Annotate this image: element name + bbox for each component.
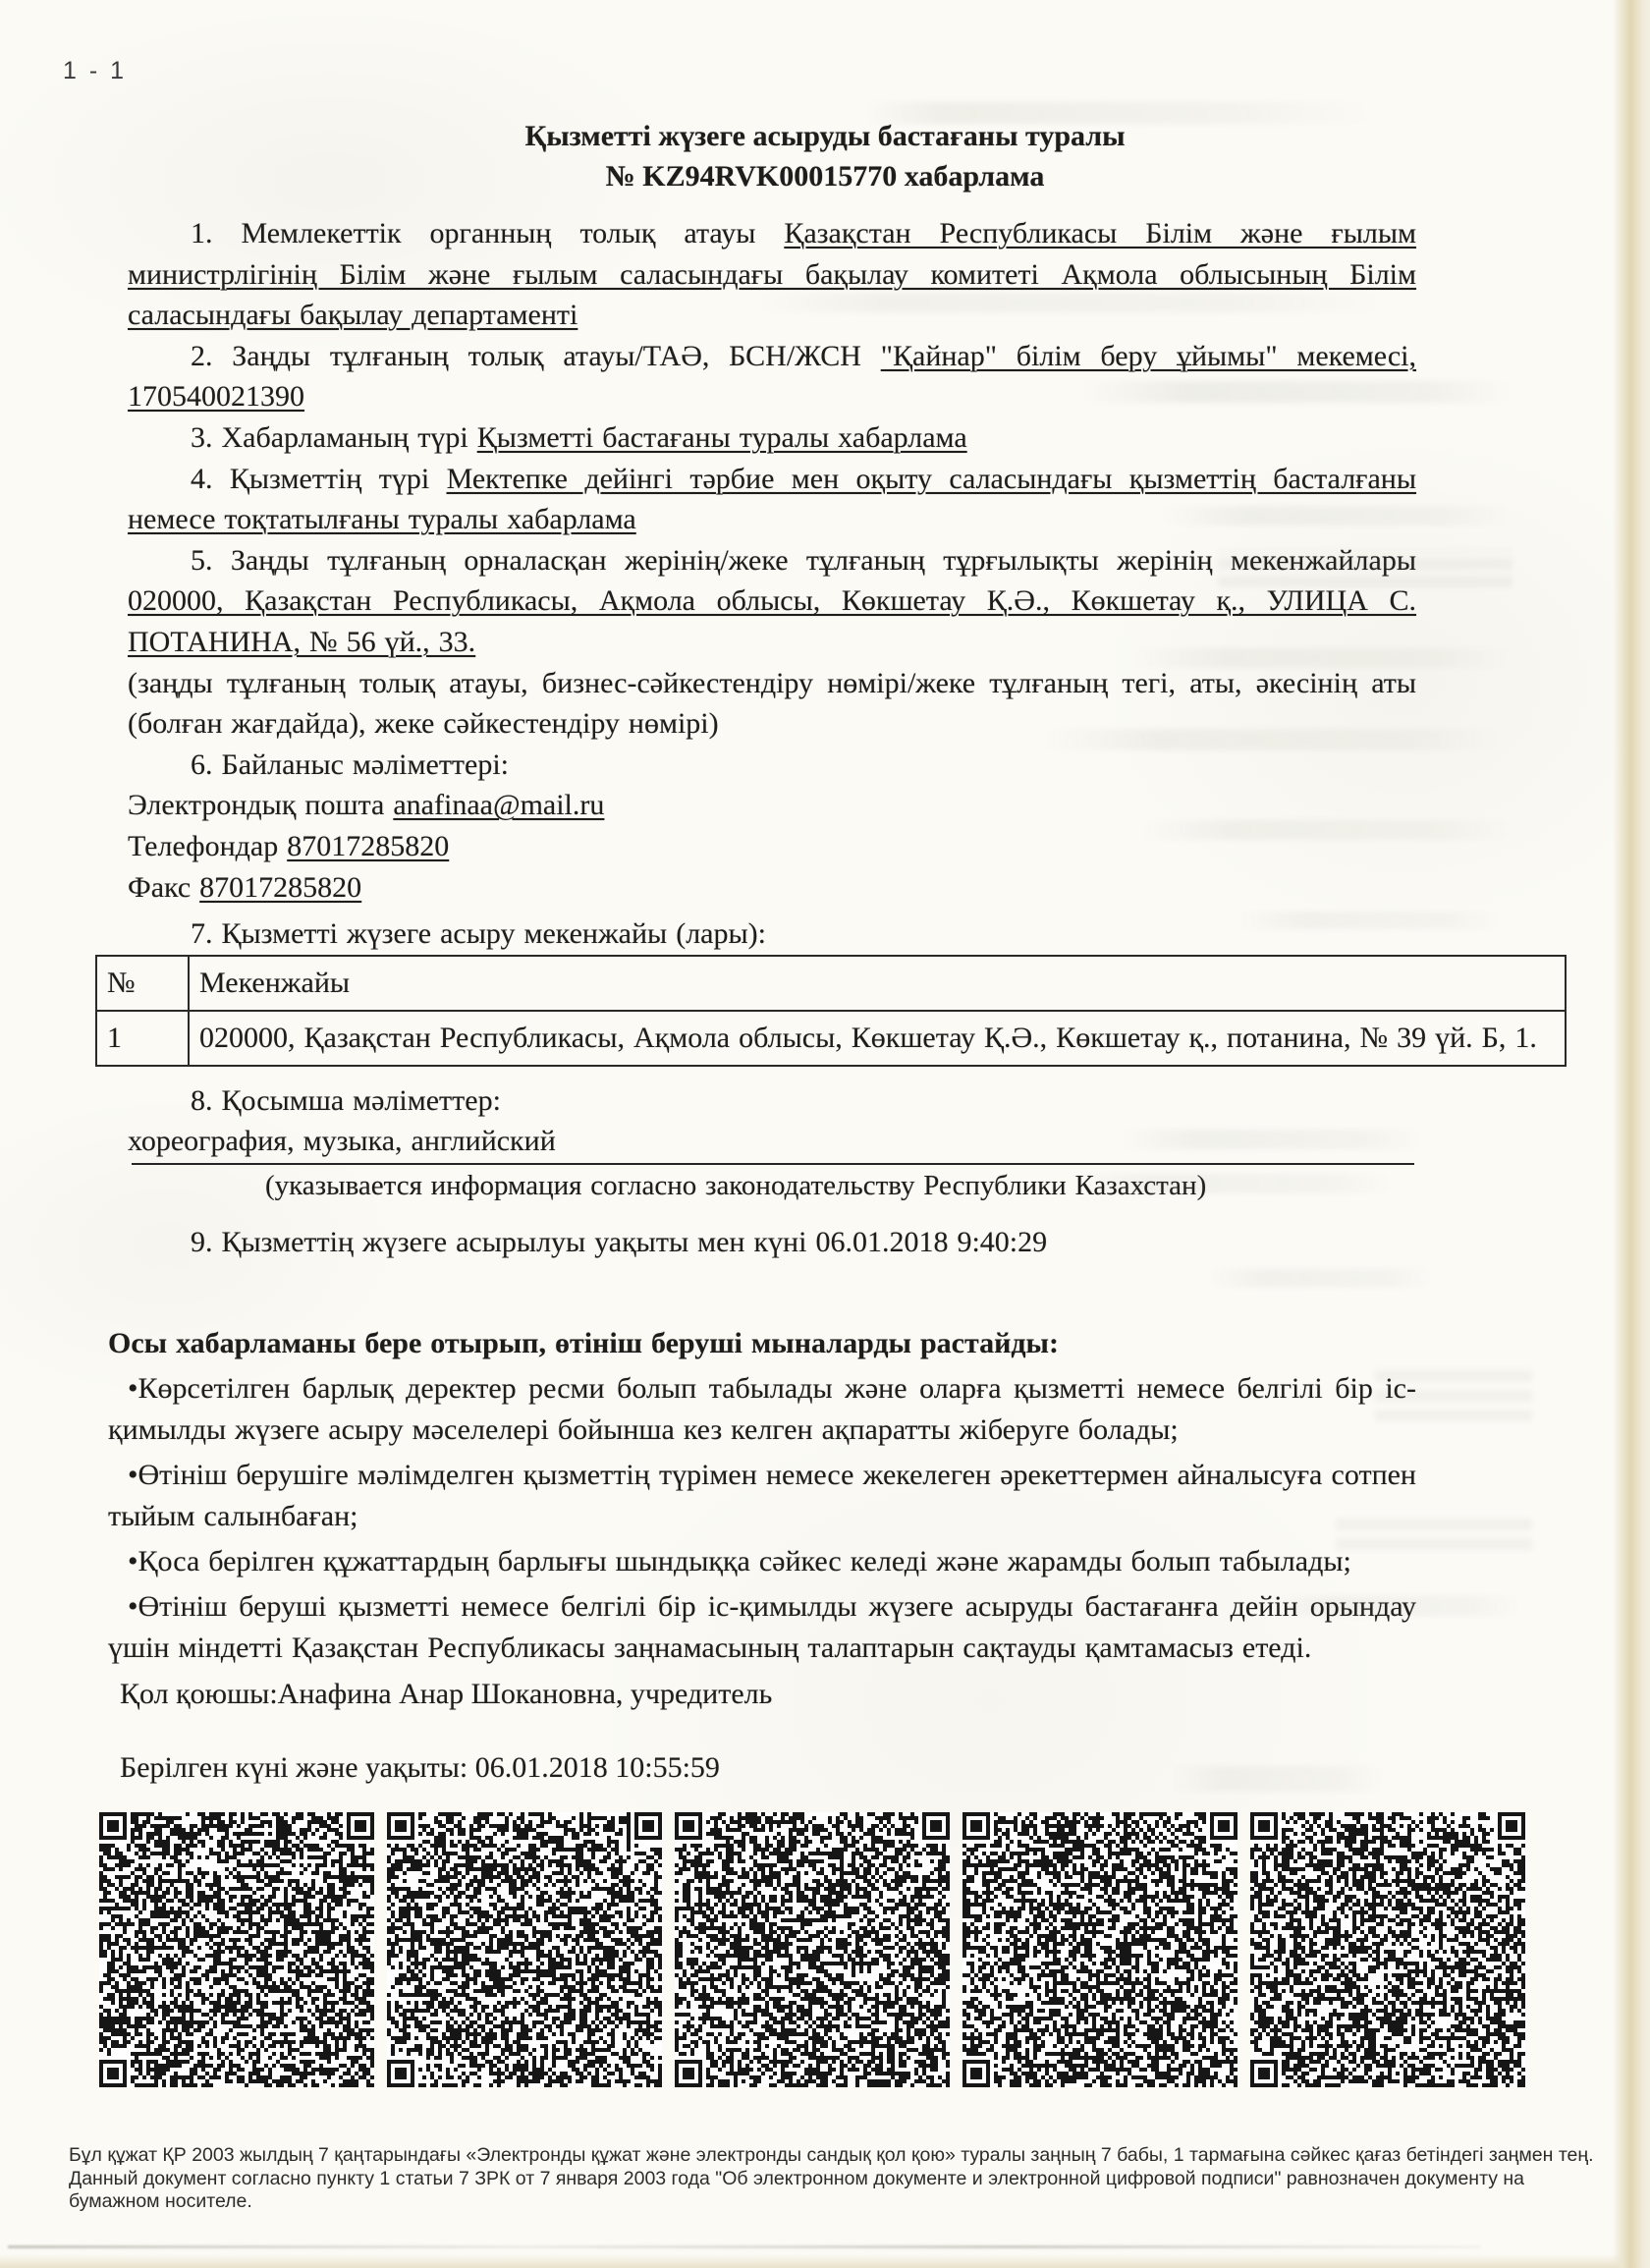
signer-line: Қол қоюшы:Анафина Анар Шокановна, учредитель <box>120 1678 773 1710</box>
footer-line-ru: Данный документ согласно пункту 1 статьи 7 ЗРК от 7 января 2003 года "Об электронном документе и электронной цифровой подписи" равнозначен документу на бумажном носителе. <box>69 2167 1524 2212</box>
contact-fax <box>128 867 1416 909</box>
address-table <box>95 955 1567 1067</box>
item-1-value: Қазақстан Республикасы Білім және ғылым министрлігінің Білім және ғылым саласындағы бақылау комитеті Ақмола облысының Білім саласындағы бақылау департаменті <box>128 217 1416 332</box>
contact-phone <box>128 826 1416 867</box>
bleed-through-smudge <box>1169 1766 1385 1792</box>
paper-right-edge <box>1613 0 1650 2268</box>
paper-bottom-edge <box>0 2254 1650 2268</box>
document-title-line1: Қызметті жүзеге асыруды бастағаны туралы <box>524 120 1126 152</box>
item-1 <box>128 213 1416 336</box>
contact-phone-label: Телефондар <box>128 829 279 862</box>
item-8-value: хореография, музыка, английский <box>128 1125 556 1158</box>
contact-fax-value: 87017285820 <box>199 870 362 904</box>
item-4 <box>128 459 1416 540</box>
qr-code-4 <box>962 1812 1238 2087</box>
scan-smudge-line <box>8 2245 1481 2248</box>
item-3-value: Қызметті бастағаны туралы хабарлама <box>476 420 967 454</box>
item-6: 6. Байланыс мәліметтері: <box>191 747 510 781</box>
bleed-through-smudge <box>1208 1269 1434 1287</box>
address-table-header-number: № <box>96 956 189 1011</box>
confirmation-bullet-3: • Қоса берілген құжаттардың барлығы шындыққа сәйкес келеді және жарамды болып табылады; <box>108 1541 1416 1582</box>
table-row <box>96 1011 1566 1066</box>
item-5 <box>128 540 1416 663</box>
issued-line: Берілген күні және уақыты: 06.01.2018 10:55:59 <box>120 1751 720 1784</box>
confirmation-section <box>108 1323 1416 1669</box>
qr-code-1 <box>99 1812 374 2087</box>
item-9-value: 06.01.2018 9:40:29 <box>815 1225 1048 1258</box>
item-4-value: Мектепке дейінгі тәрбие мен оқыту саласындағы қызметтің басталғаны немесе тоқтатылғаны туралы хабарлама <box>128 462 1416 536</box>
address-table-header-row <box>96 956 1566 1011</box>
item-5-value: 020000, Қазақстан Республикасы, Ақмола облысы, Көкшетау Қ.Ә., Көкшетау қ., УЛИЦА С. ПОТАНИНА, № 56 үй., 33. <box>128 584 1416 658</box>
item-1-label: 1. Мемлекеттік органның толық атауы <box>191 217 756 249</box>
page-marker: 1 - 1 <box>63 57 128 84</box>
item-2-label: 2. Заңды тұлғаның толық атауы/ТАӘ, БСН/ЖСН <box>191 339 861 372</box>
item-7: 7. Қызметті жүзеге асыру мекенжайы (лары): <box>191 917 766 951</box>
item-3-label: 3. Хабарламаның түрі <box>191 420 468 454</box>
address-row-number: 1 <box>96 1011 189 1066</box>
address-table-header-address: Мекенжайы <box>189 956 1566 1011</box>
contact-fax-label: Факс <box>128 870 192 904</box>
confirmation-bullet-1: • Көрсетілген барлық деректер ресми болып табылады және оларға қызметті немесе белгілі бір іс-қимылды жүзеге асыру мәселелері бойынша кез келген ақпаратты жіберуге болады; <box>108 1368 1416 1451</box>
document-body <box>107 213 1537 1262</box>
confirmation-heading: Осы хабарламаны бере отырып, өтініш беруші мыналарды растайды: <box>108 1327 1059 1359</box>
item-8: 8. Қосымша мәліметтер: <box>191 1083 501 1117</box>
contact-email-value: anafinaa@mail.ru <box>393 789 605 822</box>
item-5-note: (заңды тұлғаның толық атауы, бизнес-сәйкестендіру нөмірі/жеке тұлғаның тегі, аты, әкесінің аты (болған жағдайда), жеке сәйкестендіру нөмірі) <box>128 666 1416 741</box>
qr-code-2 <box>387 1812 662 2087</box>
item-9-label: 9. Қызметтің жүзеге асырылуы уақыты мен күні <box>191 1225 807 1258</box>
item-5-label: 5. Заңды тұлғаның орналасқан жерінің/жеке тұлғаның тұрғылықты жерінің мекенжайлары <box>191 543 1416 577</box>
confirmation-bullet-4: • Өтініш беруші қызметті немесе белгілі бір іс-қимылды жүзеге асыруды бастағанға дейін орындау үшін міндетті Қазақстан Республикасы заңнамасының талаптарын сақтауды қамтамасыз етеді. <box>108 1586 1416 1669</box>
document-title <box>0 116 1650 196</box>
item-2 <box>128 336 1416 417</box>
item-8-caption: (указывается информация согласно законодательству Республики Казахстан) <box>265 1169 1207 1201</box>
contact-email <box>128 785 1416 826</box>
footer-line-kk: Бұл құжат ҚР 2003 жылдың 7 қаңтарындағы «Электронды құжат және электронды сандық қол қою» туралы заңның 7 бабы, 1 тармағына сәйкес қағаз бетіндегі заңмен тең. <box>69 2144 1594 2166</box>
item-9 <box>128 1222 1416 1263</box>
qr-code-3 <box>675 1812 950 2087</box>
address-row-value: 020000, Қазақстан Республикасы, Ақмола облысы, Көкшетау Қ.Ә., Көкшетау қ., потанина, № 39 үй. Б, 1. <box>189 1011 1566 1066</box>
contact-phone-value: 87017285820 <box>287 829 450 862</box>
item-4-label: 4. Қызметтің түрі <box>191 462 430 495</box>
contact-email-label: Электрондық пошта <box>128 789 385 822</box>
footer <box>69 2144 1601 2214</box>
qr-row <box>99 1812 1533 2087</box>
qr-code-5 <box>1250 1812 1525 2087</box>
item-3 <box>128 417 1416 459</box>
item-2-value: "Қайнар" білім беру ұйымы" мекемесі, 170540021390 <box>128 339 1416 414</box>
document-title-line2: № KZ94RVK00015770 хабарлама <box>605 160 1045 193</box>
confirmation-bullet-2: • Өтініш берушіге мәлімделген қызметтің түрімен немесе жекелеген әрекеттермен айналысуға сотпен тыйым салынбаған; <box>108 1455 1416 1537</box>
